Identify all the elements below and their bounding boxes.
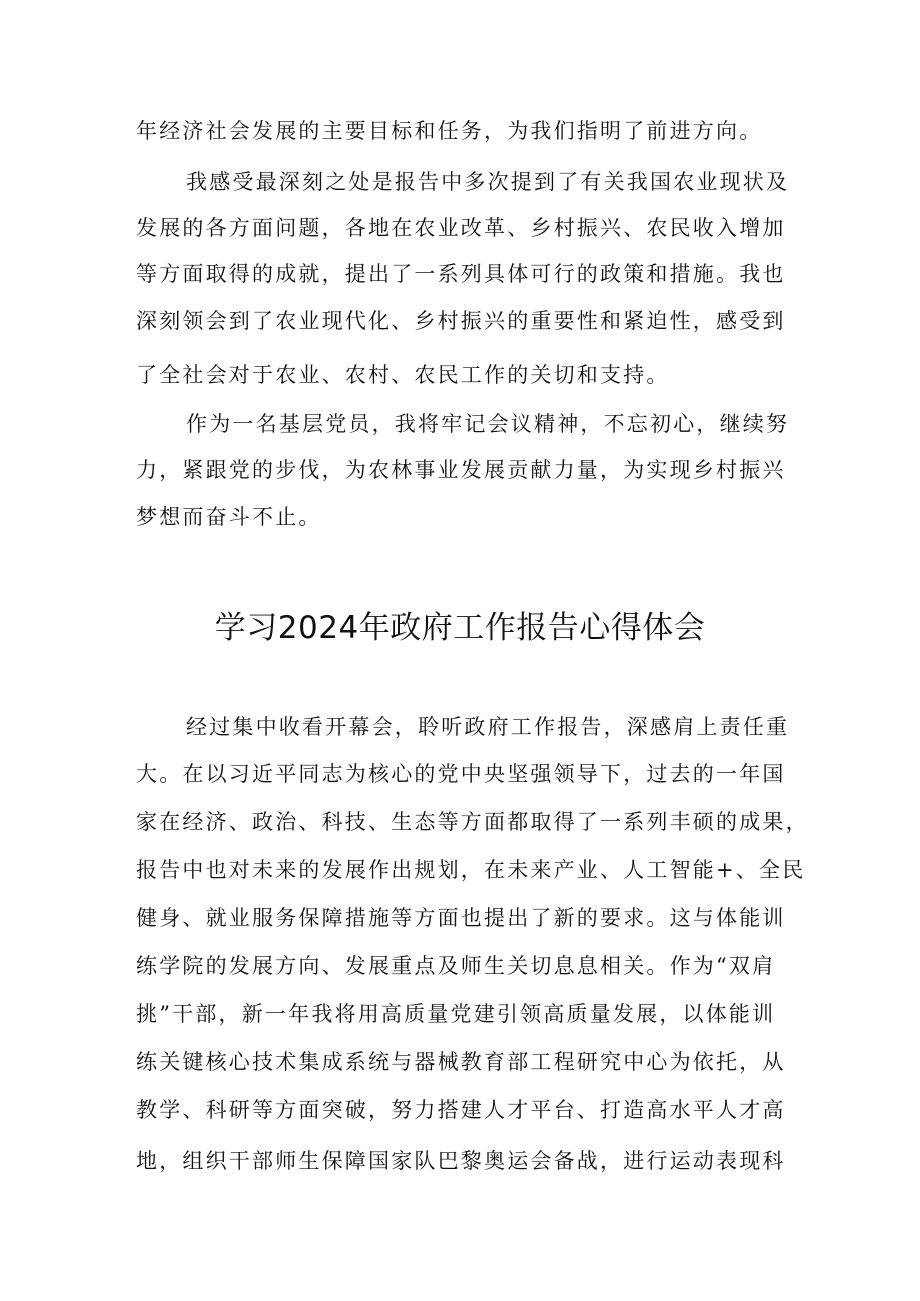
paragraph-line: 我感受最深刻之处是报告中多次提到了有关我国农业现状及 — [186, 170, 790, 194]
document-title: 学习2024年政府工作报告心得体会 — [214, 610, 706, 646]
paragraph-line: 经过集中收看开幕会，聆听政府工作报告，深感肩上责任重 — [186, 715, 790, 739]
paragraph-line: 报告中也对未来的发展作出规划，在未来产业、人工智能+、全民 — [136, 858, 806, 882]
paragraph-line: 梦想而奋斗不止。 — [136, 505, 322, 529]
paragraph-line: 等方面取得的成就，提出了一系列具体可行的政策和措施。我也 — [136, 262, 786, 286]
paragraph-line: 地，组织干部师生保障国家队巴黎奥运会备战，进行运动表现科 — [136, 1149, 786, 1173]
paragraph-line: 年经济社会发展的主要目标和任务，为我们指明了前进方向。 — [136, 119, 763, 143]
paragraph-line: 挑”干部，新一年我将用高质量党建引领高质量发展，以体能训 — [136, 1002, 776, 1026]
paragraph-line: 教学、科研等方面突破，努力搭建人才平台、打造高水平人才高 — [136, 1098, 786, 1122]
paragraph-line: 大。在以习近平同志为核心的党中央坚强领导下，过去的一年国 — [136, 762, 786, 786]
paragraph-line: 力，紧跟党的步伐，为农林事业发展贡献力量，为实现乡村振兴 — [136, 458, 786, 482]
paragraph-line: 发展的各方面问题，各地在农业改革、乡村振兴、农民收入增加 — [136, 216, 786, 240]
paragraph-line: 练关键核心技术集成系统与器械教育部工程研究中心为依托，从 — [136, 1050, 786, 1074]
paragraph-line: 练学院的发展方向、发展重点及师生关切息息相关。作为“双肩 — [136, 954, 776, 978]
paragraph-line: 健身、就业服务保障措施等方面也提出了新的要求。这与体能训 — [136, 906, 786, 930]
paragraph-line: 了全社会对于农业、农村、农民工作的关切和支持。 — [136, 363, 670, 387]
paragraph-line: 深刻领会到了农业现代化、乡村振兴的重要性和紧迫性，感受到 — [136, 309, 786, 333]
paragraph-line: 作为一名基层党员，我将牢记会议精神，不忘初心，继续努 — [186, 412, 790, 436]
paragraph-line: 家在经济、政治、科技、生态等方面都取得了一系列丰硕的成果， — [136, 810, 809, 834]
